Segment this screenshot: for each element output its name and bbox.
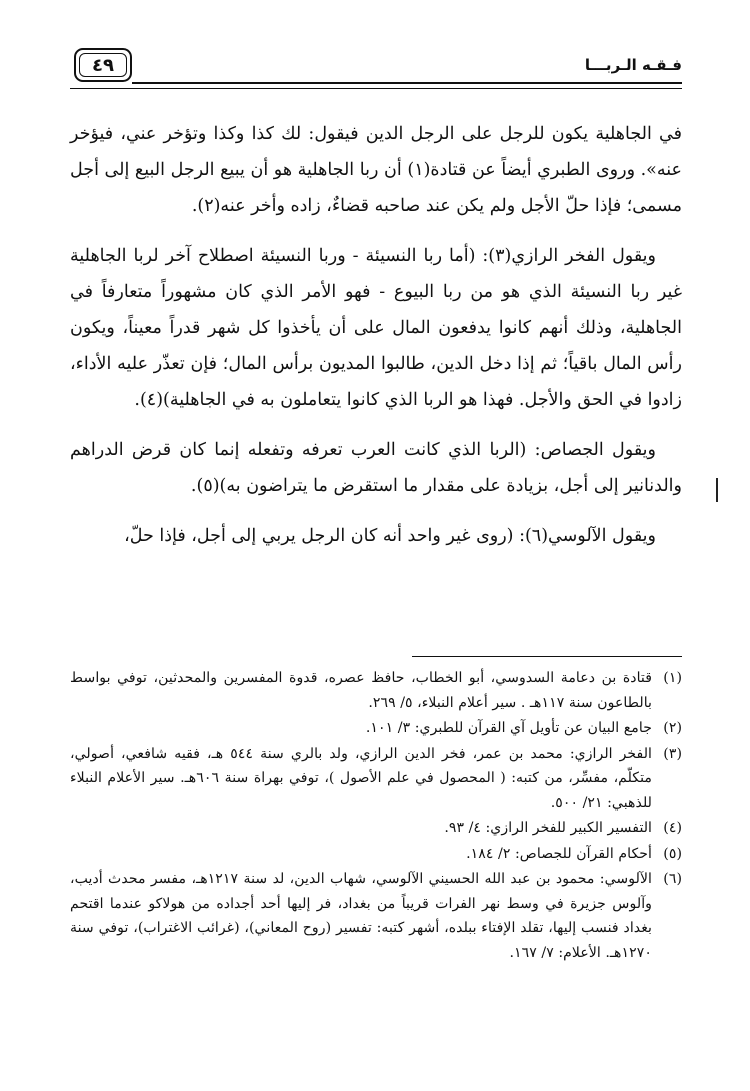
paragraph-2: ويقول الفخر الرازي(٣): (أما ربا النسيئة - وربا النسيئة اصطلاح آخر لربا الجاهلية غير ربا النسيئة الذي هو من ربا البيوع - فهو الأمر الذي كان مشهوراً متعارفاً في الجاهلية، وذلك أنهم كانوا يدفعون المال على أن يأخذوا كل شهر قدراً معيناً، ويكون رأس المال باقياً؛ ثم إذا دخل الدين، طالبوا المديون برأس المال؛ فإن تعذّر عليه الأداء، زادوا في الحق والأجل. فهذا هو الربا الذي كانوا يتعاملون به في الجاهلية)(٤). [70, 246, 682, 410]
footnote-text: قتادة بن دعامة السدوسي، أبو الخطاب، حافظ عصره، قدوة المفسرين والمحدثين، توفي بواسط بالطاعون سنة ١١٧هـ . سير أعلام النبلاء، ٥/ ٢٦٩. [70, 670, 652, 711]
footnote-number: (٥) [663, 845, 682, 862]
footnote-4 [70, 816, 682, 841]
header-rule [132, 82, 682, 84]
footnote-separator [412, 656, 682, 657]
footnote-text: جامع البيان عن تأويل آي القرآن للطبري: ٣/ ١٠١. [365, 720, 652, 736]
footnote-text: الفخر الرازي: محمد بن عمر، فخر الدين الرازي، ولد بالري سنة ٥٤٤ هـ، فقيه شافعي، أصولي، متكلّم، مفسِّر، من كتبه: ( المحصول في علم الأصول )، توفي بهراة سنة ٦٠٦هـ. سير الأعلام النبلاء للذهبي: ٢١/ ٥٠٠. [70, 745, 653, 811]
running-title: فـقـه الـربـــا [584, 56, 682, 74]
footnote-number: (٤) [663, 820, 682, 836]
footnote-3 [70, 742, 682, 816]
paragraph-4: ويقول الآلوسي(٦): (روى غير واحد أنه كان الرجل يربي إلى أجل، فإذا حلّ، [124, 526, 656, 546]
footnote-number: (٦) [663, 871, 682, 887]
footnote-text: الآلوسي: محمود بن عبد الله الحسيني الآلوسي، شهاب الدين، لد سنة ١٢١٧هـ، مفسر محدث أديب، وآلوس جزيرة في وسط نهر الفرات قريباً من بغداد، فر إليها أحد أجداده من هولاكو عندما اقتحم بغداد فنسب إليها، تقلد الإفتاء ببلده، أشهر كتبه: تفسير (روح المعاني)، (غرائب الاغتراب)، توفي سنة ١٢٧٠هـ. الأعلام: ٧/ ١٦٧. [70, 871, 652, 961]
header-rule-thin [70, 88, 682, 89]
footnote-number: (٢) [663, 720, 682, 736]
main-text [70, 116, 682, 568]
footnote-text: أحكام القرآن للجصاص: ٢/ ١٨٤. [466, 845, 652, 862]
footnotes [70, 666, 682, 966]
paragraph-1: في الجاهلية يكون للرجل على الرجل الدين فيقول: لك كذا وكذا وتؤخر عني، فيؤخر عنه». وروى الطبري أيضاً عن قتادة(١) أن ربا الجاهلية هو أن يبيع الرجل البيع إلى أجل مسمى؛ فإذا حلّ الأجل ولم يكن عند صاحبه قضاءٌ، زاده وأخر عنه(٢). [70, 124, 682, 216]
paragraph-3: ويقول الجصاص: (الربا الذي كانت العرب تعرفه وتفعله إنما كان قرض الدراهم والدنانير إلى أجل، بزيادة على مقدار ما استقرض ما يتراضون به)(٥). [70, 440, 682, 496]
footnote-1 [70, 666, 682, 715]
footnote-2 [70, 716, 682, 741]
footnote-number: (١) [663, 670, 682, 686]
footnote-5 [70, 842, 682, 867]
footnote-number: (٣) [663, 745, 682, 762]
page-number: ٤٩ [92, 54, 114, 76]
page-number-frame [74, 48, 132, 82]
footnote-text: التفسير الكبير للفخر الرازي: ٤/ ٩٣. [444, 820, 652, 836]
footnote-6 [70, 867, 682, 965]
page-header [70, 44, 682, 94]
margin-mark [716, 478, 718, 502]
